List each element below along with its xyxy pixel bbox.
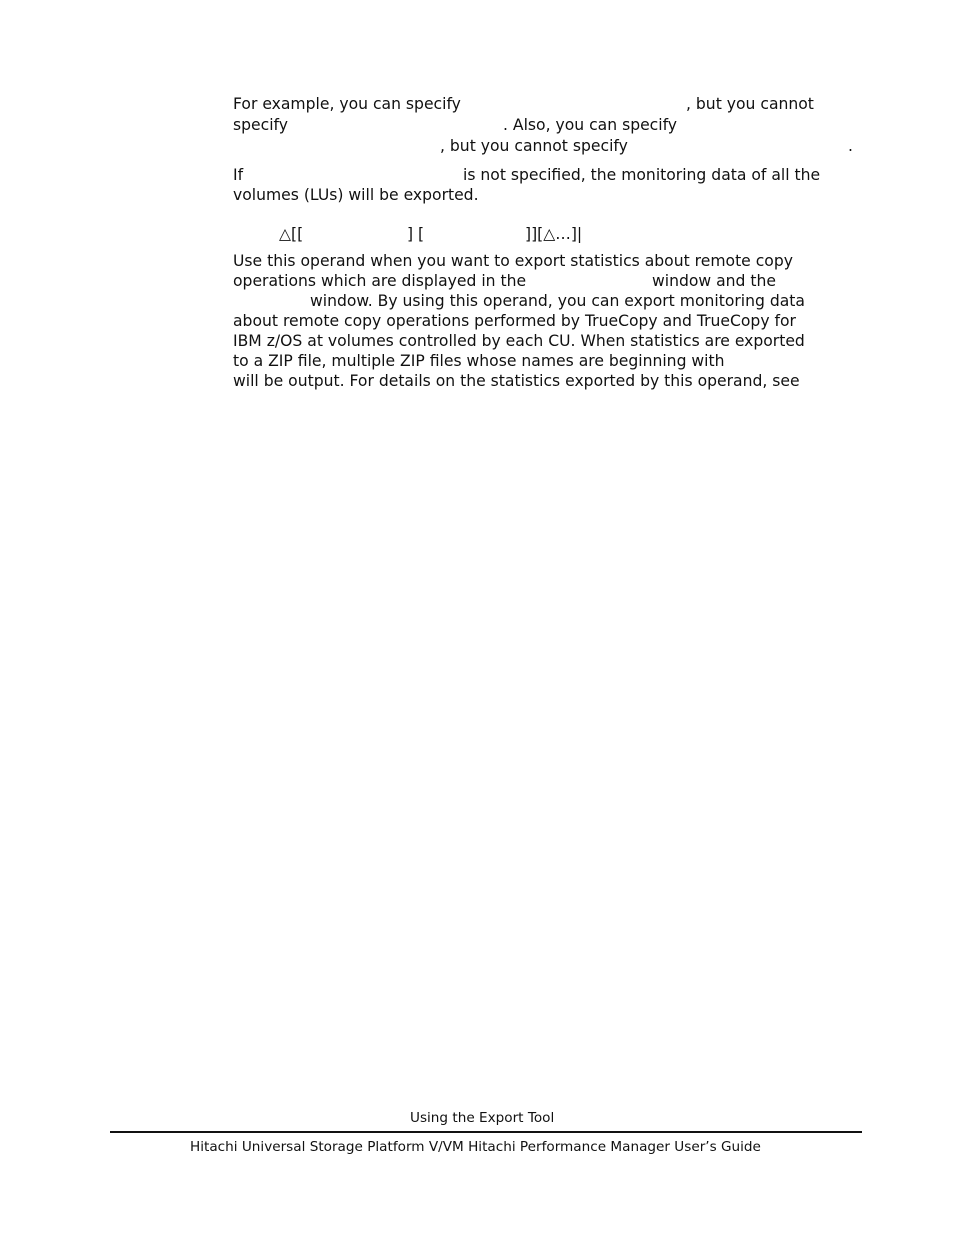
text-line: about remote copy operations performed by TrueCopy and TrueCopy for: [233, 312, 796, 330]
syntax-fragment: ] [: [407, 225, 425, 243]
text-line: to a ZIP file, multiple ZIP files whose names are beginning with: [233, 352, 725, 370]
footer-divider: [110, 1131, 862, 1133]
text-fragment: , but you cannot: [686, 95, 814, 113]
syntax-fragment: △[[: [279, 225, 304, 243]
footer-section-title: Using the Export Tool: [410, 1110, 555, 1126]
text-line: Use this operand when you want to export statistics about remote copy: [233, 252, 793, 270]
text-fragment: For example, you can specify: [233, 95, 461, 113]
text-fragment: operations which are displayed in the: [233, 272, 527, 290]
text-fragment: specify: [233, 116, 288, 134]
text-fragment: , but you cannot specify: [440, 137, 628, 155]
text-fragment: volumes (LUs) will be exported.: [233, 186, 479, 204]
footer-guide-title: Hitachi Universal Storage Platform V/VM Hitachi Performance Manager User’s Guide: [190, 1139, 761, 1155]
text-fragment: If: [233, 166, 244, 184]
text-fragment: is not specified, the monitoring data of all the: [463, 166, 821, 184]
text-fragment: . Also, you can specify: [503, 116, 678, 134]
text-line: window. By using this operand, you can export monitoring data: [310, 292, 805, 310]
text-line: will be output. For details on the statistics exported by this operand, see: [233, 372, 800, 390]
syntax-fragment: ]][△…]|: [525, 225, 583, 243]
text-line: IBM z/OS at volumes controlled by each CU. When statistics are exported: [233, 332, 805, 350]
text-fragment: window and the: [652, 272, 777, 290]
text-fragment: .: [848, 137, 853, 155]
